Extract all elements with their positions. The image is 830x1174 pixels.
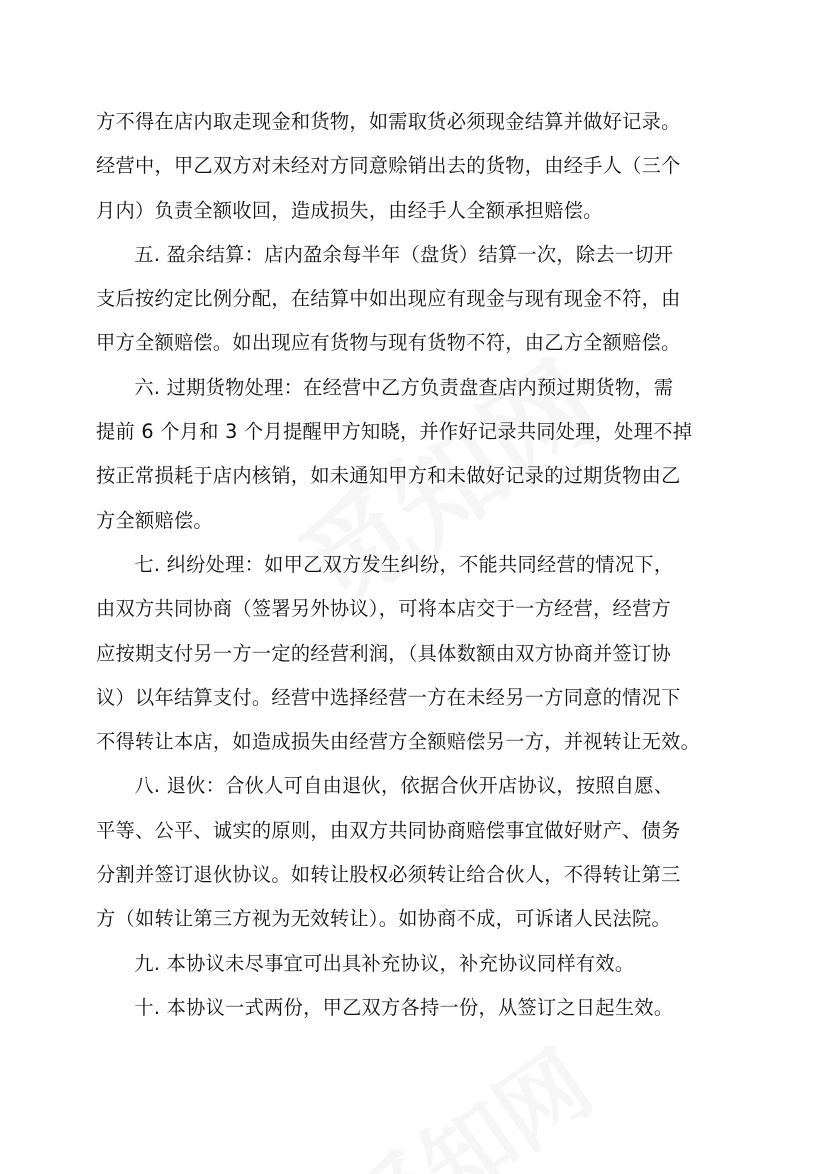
text-line: 由双方共同协商（签署另外协议），可将本店交于一方经营，经营方 [96, 597, 672, 621]
text-line: 分割并签订退伙协议。如转让股权必须转让给合伙人，不得转让第三 [96, 863, 681, 887]
clause-5-surplus-settlement [96, 233, 724, 366]
text-line: 甲方全额赔偿。如出现应有货物与现有货物不符，由乙方全额赔偿。 [96, 331, 681, 355]
text-line: 九. 本协议未尽事宜可出具补充协议，补充协议同样有效。 [134, 951, 635, 975]
text-line: 月内）负责全额收回，造成损失，由经手人全额承担赔偿。 [96, 198, 603, 222]
text-line: 提前 6 个月和 3 个月提醒甲方知晓，并作好记录共同处理，处理不掉 [96, 420, 693, 444]
text-line: 不得转让本店，如造成损失由经营方全额赔偿另一方，并视转让无效。 [96, 730, 701, 754]
text-line: 议）以年结算支付。经营中选择经营一方在未经另一方同意的情况下 [96, 685, 681, 709]
agreement-body [96, 100, 724, 1030]
paragraph-continuation [96, 100, 724, 233]
text-line: 十. 本协议一式两份，甲乙双方各持一份，从签订之日起生效。 [134, 995, 674, 1019]
text-line: 方不得在店内取走现金和货物，如需取货必须现金结算并做好记录。 [96, 110, 681, 133]
text-line: 八. 退伙：合伙人可自由退伙，依据合伙开店协议，按照自愿、 [134, 774, 674, 798]
text-line: 方全额赔偿。 [96, 508, 213, 532]
text-line: 五. 盈余结算：店内盈余每半年（盘货）结算一次，除去一切开 [134, 242, 674, 266]
text-line: 支后按约定比例分配，在结算中如出现应有现金与现有现金不符，由 [96, 287, 681, 311]
text-line: 七. 纠纷处理：如甲乙双方发生纠纷，不能共同经营的情况下， [134, 552, 674, 576]
text-line: 六. 过期货物处理：在经营中乙方负责盘查店内预过期货物，需 [134, 375, 674, 399]
watermark [317, 1014, 613, 1174]
clause-7-dispute-handling [96, 543, 724, 764]
text-line: 经营中，甲乙双方对未经对方同意赊销出去的货物，由经手人（三个 [96, 154, 681, 178]
text-line: 平等、公平、诚实的原则，由双方共同协商赔偿事宜做好财产、债务 [96, 818, 681, 842]
clause-9-supplementary [96, 942, 724, 986]
clause-8-withdrawal [96, 764, 724, 941]
clause-6-expired-goods [96, 366, 724, 543]
text-line: 方（如转让第三方视为无效转让）。如协商不成，可诉诸人民法院。 [96, 907, 672, 931]
text-line: 应按期支付另一方一定的经营利润，（具体数额由双方协商并签订协 [96, 641, 672, 665]
text-line: 按正常损耗于店内核销，如未通知甲方和未做好记录的过期货物由乙 [96, 464, 681, 488]
clause-10-effective [96, 986, 724, 1030]
